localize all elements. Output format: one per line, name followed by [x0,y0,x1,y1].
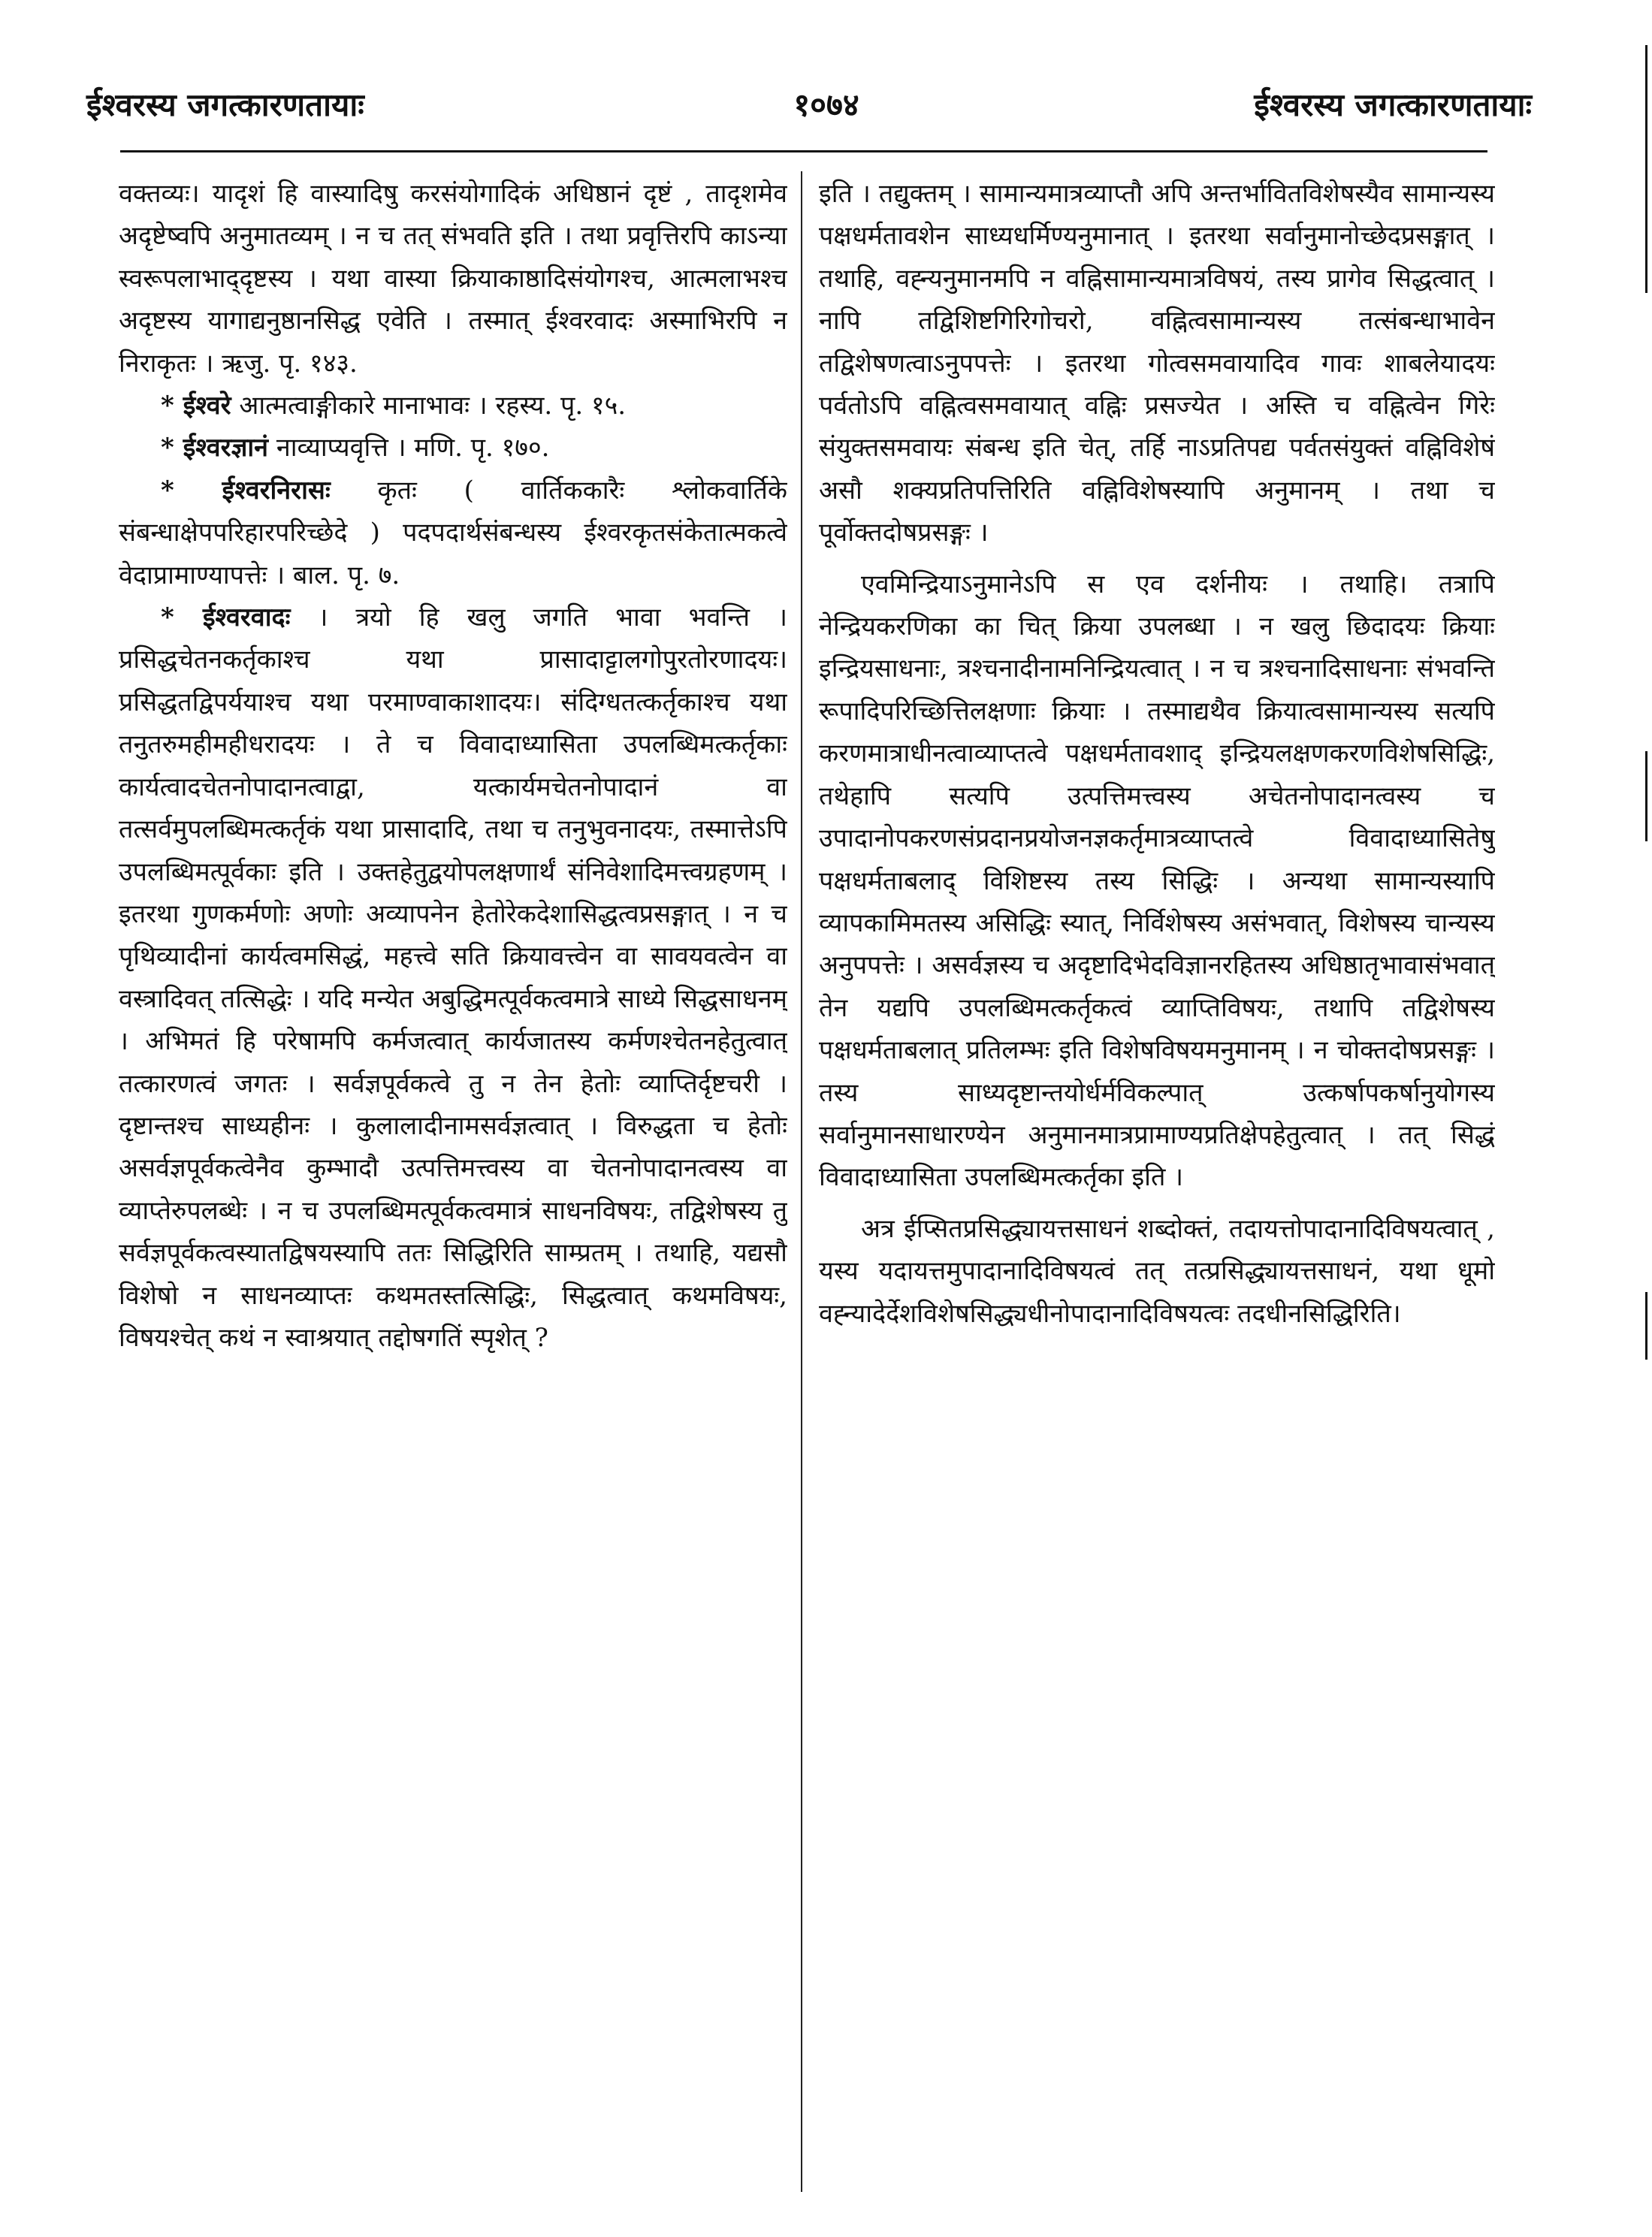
entry-heading-ishvaranirasa: * ईश्वरनिरासः [161,475,331,506]
left-paragraph-4 [119,469,787,596]
entry-text-ishvaravada: । त्रयो हि खलु जगति भावा भवन्ति । प्रसिद्धचेतनकर्तृकाश्च यथा प्रासादाट्टालगोपुरतोरणादयः। प्रसिद्धतद्विपर्ययाश्च यथा परमाण्वाकाशादयः। संदिग्धतत्कर्तृकाश्च यथा तनुतरुमहीमहीधरादयः । ते च विवादाध्यासिता उपलब्धिमत्कर्तृकाः कार्यत्वादचेतनोपादानत्वाद्वा, यत्कार्यमचेतनोपादानं वा तत्सर्वमुपलब्धिमत्कर्तृकं यथा प्रासादादि, तथा च तनुभुवनादयः, तस्मात्तेऽपि उपलब्धिमत्पूर्वकाः इति । उक्तहेतुद्वयोपलक्षणार्थं संनिवेशादिमत्त्वग्रहणम् । इतरथा गुणकर्मणोः अणोः अव्यापनेन हेतोरेकदेशासिद्धत्वप्रसङ्गात् । न च पृथिव्यादीनां कार्यत्वमसिद्धं, महत्त्वे सति क्रियावत्त्वेन वा सावयवत्वेन वा वस्त्रादिवत् तत्सिद्धेः । यदि मन्येत अबुद्धिमत्पूर्वकत्वमात्रे साध्ये सिद्धसाधनम् । अभिमतं हि परेषामपि कर्मजत्वात् कार्यजातस्य कर्मणश्चेतनहेतुत्वात् तत्कारणत्वं जगतः । सर्वज्ञपूर्वकत्वे तु न तेन हेतोः व्याप्तिर्दृष्टचरी । दृष्टान्तश्च साध्यहीनः । कुलालादीनामसर्वज्ञत्वात् । विरुद्धता च हेतोः असर्वज्ञपूर्वकत्वेनैव कुम्भादौ उत्पत्तिमत्त्वस्य वा चेतनोपादानत्वस्य वा व्याप्तेरुपलब्धेः । न च उपलब्धिमत्पूर्वकत्वमात्रं साधनविषयः, तद्विशेषस्य तु सर्वज्ञपूर्वकत्वस्यातद्विषयस्यापि ततः सिद्धिरिति साम्प्रतम् । तथाहि, यद्यसौ विशेषो न साधनव्याप्तः कथमतस्तत्सिद्धिः, सिद्धत्वात् कथमविषयः, विषयश्चेत् कथं न स्वाश्रयात् तद्दोषगतिं स्पृशेत् ? [119,602,787,1353]
entry-heading-ishvare: * ईश्वरे [161,391,231,421]
entry-heading-ishvaravada: * ईश्वरवादः [161,602,291,633]
column-divider [801,171,802,2192]
entry-heading-ishvarajnanam: * ईश्वरज्ञानं [161,433,269,463]
right-paragraph-2: एवमिन्द्रियाऽनुमानेऽपि स एव दर्शनीयः । तथाहि। तत्रापि नेन्द्रियकरणिका का चित् क्रिया उपलब्धा । न खलु छिदादयः क्रियाः इन्द्रियसाधनाः, त्रश्चनादीनामनिन्द्रियत्वात् । न च त्रश्चनादिसाधनाः संभवन्ति रूपादिपरिच्छित्तिलक्षणाः क्रियाः । तस्माद्यथैव क्रियात्वसामान्यस्य सत्यपि करणमात्राधीनत्वाव्याप्तत्वे पक्षधर्मतावशाद् इन्द्रियलक्षणकरणविशेषसिद्धिः, तथेहापि सत्यपि उत्पत्तिमत्त्वस्य अचेतनोपादानत्वस्य च उपादानोपकरणसंप्रदानप्रयोजनज्ञकर्तृमात्रव्याप्तत्वे विवादाध्यासितेषु पक्षधर्मताबलाद् विशिष्टस्य तस्य सिद्धिः । अन्यथा सामान्यस्यापि व्यापकामिमतस्य असिद्धिः स्यात्, निर्विशेषस्य असंभवात्, विशेषस्य चान्यस्य अनुपपत्तेः । असर्वज्ञस्य च अदृष्टादिभेदविज्ञानरहितस्य अधिष्ठातृभावासंभवात् तेन यद्यपि उपलब्धिमत्कर्तृकत्वं व्याप्तिविषयः, तथापि तद्विशेषस्य पक्षधर्मताबलात् प्रतिलम्भः इति विशेषविषयमनुमानम् । न चोक्तदोषप्रसङ्गः । तस्य साध्यदृष्टान्तयोर्धर्मविकल्पात् उत्कर्षापकर्षानुयोगस्य सर्वानुमानसाधारण्येन अनुमानमात्रप्रामाण्यप्रतिक्षेपहेतुत्वात् । तत् सिद्धं विवादाध्यासिता उपलब्धिमत्कर्तृका इति । [819,569,1495,1193]
entry-text-ishvaranirasa: कृतः ( वार्तिककारैः श्लोकवार्तिके संबन्धाक्षेपपरिहारपरिच्छेदे ) पदपदार्थसंबन्धस्य ईश्वरकृतसंकेतात्मकत्वे वेदाप्रामाण्यापत्तेः । बाल. पृ. ७. [119,475,787,590]
page-number: १०७४ [793,86,859,123]
right-paragraph-1: इति । तद्युक्तम् । सामान्यमात्रव्याप्तौ अपि अन्तर्भावितविशेषस्यैव सामान्यस्य पक्षधर्मतावशेन साध्यधर्मिण्यनुमानात् । इतरथा सर्वानुमानोच्छेदप्रसङ्गात् । तथाहि, वह्न्यनुमानमपि न वह्निसामान्यमात्रविषयं, तस्य प्रागेव सिद्धत्वात् । नापि तद्विशिष्टगिरिगोचरो, वह्नित्वसामान्यस्य तत्संबन्धाभावेन तद्विशेषणत्वाऽनुपपत्तेः । इतरथा गोत्वसमवायादिव गावः शाबलेयादयः पर्वतोऽपि वह्नित्वसमवायात् वह्निः प्रसज्येत । अस्ति च वह्नित्वेन गिरेः संयुक्तसमवायः संबन्ध इति चेत्, तर्हि नाऽप्रतिपद्य पर्वतसंयुक्तं वह्निविशेषं असौ शक्यप्रतिपत्तिरिति वह्निविशेषस्यापि अनुमानम् । तथा च पूर्वोक्तदोषप्रसङ्गः । [819,179,1495,548]
right-column [819,173,1495,2201]
header-rule [120,150,1487,152]
scan-edge-mark-top [1645,45,1647,293]
scan-edge-mark-middle [1645,751,1647,841]
running-header-left: ईश्वरस्य जगत्कारणतायाः [86,86,364,123]
scan-edge-mark-lower [1645,1292,1647,1360]
entry-text-ishvare: आत्मत्वाङ्गीकारे मानाभावः । रहस्य. पृ. १५. [231,391,627,421]
left-paragraph-2 [119,385,787,427]
running-header-right: ईश्वरस्य जगत्कारणतायाः [1254,86,1532,123]
entry-text-ishvarajnanam: नाव्याप्यवृत्ति । मणि. पृ. १७०. [268,433,550,463]
left-paragraph-3 [119,427,787,469]
left-column [119,173,787,2201]
left-paragraph-5 [119,596,787,1359]
left-paragraph-1: वक्तव्यः। यादृशं हि वास्यादिषु करसंयोगादिकं अधिष्ठानं दृष्टं , तादृशमेव अदृष्टेष्वपि अनुमातव्यम् । न च तत् संभवति इति । तथा प्रवृत्तिरपि काऽन्या स्वरूपलाभाद्‌दृष्टस्य । यथा वास्या क्रियाकाष्ठादिसंयोगश्च, आत्मलाभश्च अदृष्टस्य यागाद्यनुष्ठानसिद्ध एवेति । तस्मात् ईश्वरवादः अस्माभिरपि न निराकृतः । ऋजु. पृ. १४३. [119,179,787,379]
right-paragraph-3: अत्र ईप्सितप्रसिद्ध्यायत्तसाधनं शब्दोक्तं, तदायत्तोपादानादिविषयत्वात् , यस्य यदायत्तमुपादानादिविषयत्वं तत् तत्प्रसिद्ध्यायत्तसाधनं, यथा धूमो वह्न्यादेर्देशविशेषसिद्ध्यधीनोपादानादिविषयत्वः तदधीनसिद्धिरिति। [819,1213,1495,1329]
